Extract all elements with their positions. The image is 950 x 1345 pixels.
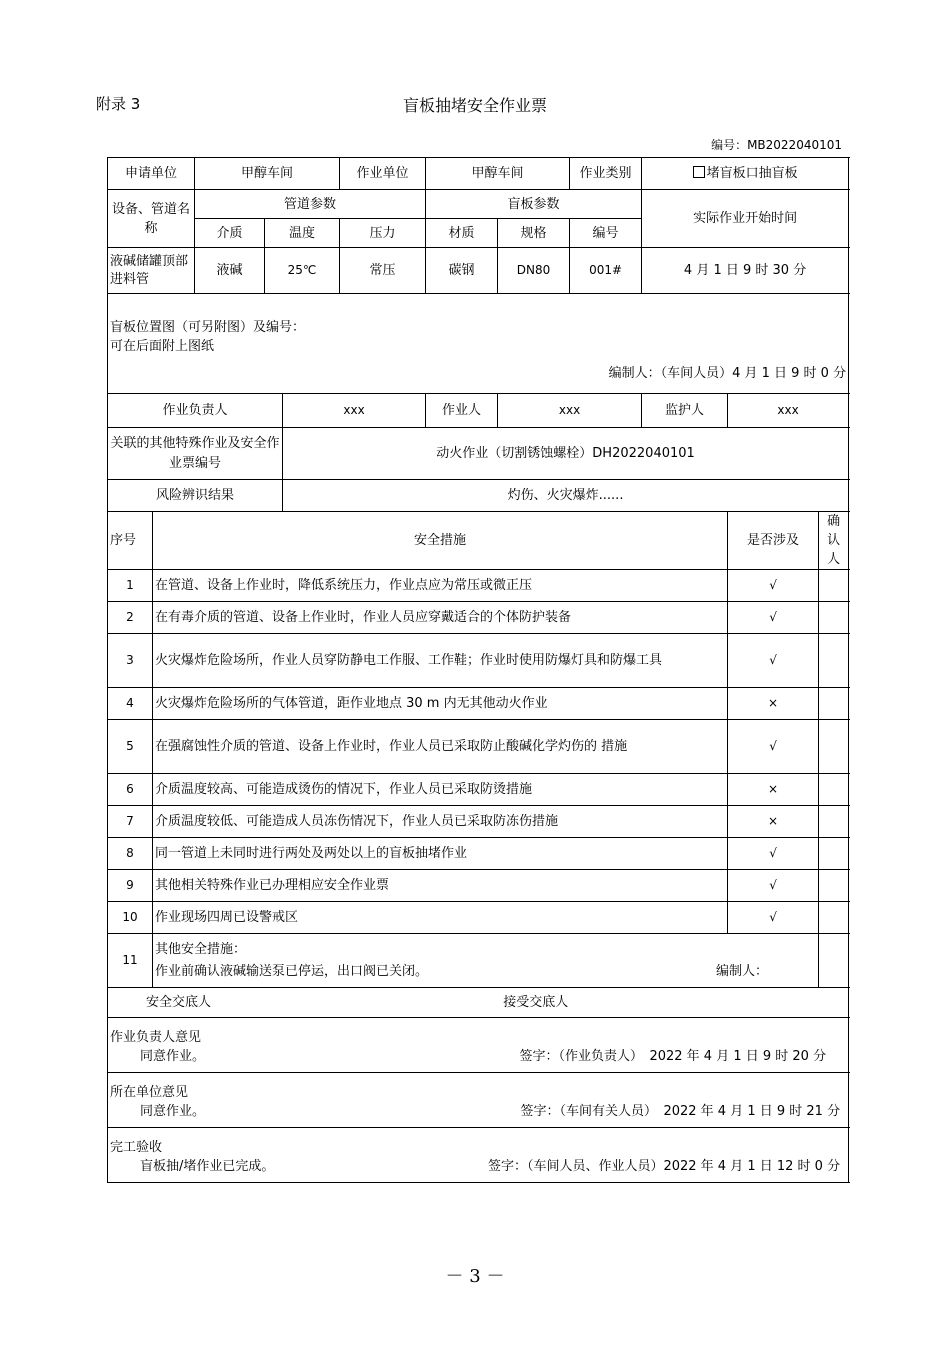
- handover-cell: [108, 988, 849, 1018]
- measure-text: 在有毒介质的管道、设备上作业时，作业人员应穿戴适合的个体防护装备: [153, 602, 728, 634]
- work-type-value: [642, 158, 849, 190]
- measure-mark: √: [728, 902, 819, 934]
- other-measures-compiler: 编制人：: [716, 963, 769, 979]
- people-row: [108, 394, 849, 428]
- measure-mark: ×: [728, 688, 819, 720]
- risk-value: 灼伤、火灾爆炸......: [283, 480, 849, 512]
- number-value: 001#: [570, 248, 642, 294]
- measure-no: 9: [108, 870, 153, 902]
- document-title: 盲板抽堵安全作业票: [402, 96, 547, 115]
- unit-opinion-cell: [108, 1073, 849, 1128]
- apply-unit-label: 申请单位: [108, 158, 195, 190]
- measure-confirm: [819, 634, 849, 688]
- measure-no: 5: [108, 720, 153, 774]
- measure-no: 7: [108, 806, 153, 838]
- measure-mark: ×: [728, 806, 819, 838]
- leader-opinion-label: 作业负责人意见: [110, 1030, 202, 1045]
- involved-header: 是否涉及: [728, 512, 819, 570]
- material-label: 材质: [426, 219, 498, 248]
- unit-row: [108, 158, 849, 190]
- equipment-label: 设备、管道名称: [108, 190, 195, 248]
- number-label: 编号: [570, 219, 642, 248]
- measure-confirm: [819, 720, 849, 774]
- other-measures-cell: [153, 934, 819, 988]
- params-values-row: [108, 248, 849, 294]
- no-header: 序号: [108, 512, 153, 570]
- start-time-label: 实际作业开始时间: [642, 190, 849, 248]
- measure-text: 介质温度较低、可能造成人员冻伤情况下，作业人员已采取防冻伤措施: [153, 806, 728, 838]
- diagram-row: [108, 294, 849, 394]
- acceptance-label: 完工验收: [110, 1140, 163, 1155]
- measure-no: 8: [108, 838, 153, 870]
- guardian-value: xxx: [728, 394, 849, 428]
- diagram-cell: [108, 294, 849, 394]
- measure-row: [108, 774, 849, 806]
- diagram-note: 可在后面附上图纸: [110, 339, 215, 354]
- measure-mark: √: [728, 634, 819, 688]
- measure-text: 火灾爆炸危险场所的气体管道，距作业地点 30 m 内无其他动火作业: [153, 688, 728, 720]
- measure-text: 其他相关特殊作业已办理相应安全作业票: [153, 870, 728, 902]
- measure-row: [108, 806, 849, 838]
- leader-opinion-text: 同意作业。: [140, 1049, 206, 1064]
- acceptance-cell: [108, 1128, 849, 1183]
- safety-work-ticket-table: [107, 157, 849, 1183]
- measure-confirm: [819, 806, 849, 838]
- leader-label: 作业负责人: [108, 394, 283, 428]
- unit-opinion-label: 所在单位意见: [110, 1085, 189, 1100]
- measure-mark: √: [728, 870, 819, 902]
- risk-label: 风险辨识结果: [108, 480, 283, 512]
- measure-no: 4: [108, 688, 153, 720]
- diagram-label: 盲板位置图（可另附图）及编号：: [110, 320, 306, 335]
- appendix-label: 附录 3: [96, 95, 141, 113]
- measure-no: 1: [108, 570, 153, 602]
- unit-opinion-text: 同意作业。: [140, 1104, 206, 1119]
- medium-label: 介质: [195, 219, 265, 248]
- measure-text: 火灾爆炸危险场所，作业人员穿防静电工作服、工作鞋；作业时使用防爆灯具和防爆工具: [153, 634, 728, 688]
- work-unit-value: 甲醇车间: [426, 158, 570, 190]
- start-time-value: 4 月 1 日 9 时 30 分: [642, 248, 849, 294]
- measure-confirm: [819, 570, 849, 602]
- material-value: 碳钢: [426, 248, 498, 294]
- other-measures-line: [155, 961, 816, 983]
- measure-row: [108, 602, 849, 634]
- work-type-text: 堵盲板口抽盲板: [706, 166, 798, 181]
- work-type-label: 作业类别: [570, 158, 642, 190]
- measure-row: [108, 870, 849, 902]
- measure-text: 在管道、设备上作业时，降低系统压力，作业点应为常压或微正压: [153, 570, 728, 602]
- temp-label: 温度: [265, 219, 340, 248]
- measure-confirm: [819, 934, 849, 988]
- related-label: 关联的其他特殊作业及安全作业票编号: [108, 428, 283, 480]
- checkbox-icon: [693, 166, 705, 178]
- work-unit-label: 作业单位: [340, 158, 426, 190]
- acceptance-text: 盲板抽/堵作业已完成。: [140, 1159, 275, 1174]
- leader-opinion-sign: 签字：（作业负责人） 2022 年 4 月 1 日 9 时 20 分: [519, 1049, 827, 1064]
- measure-row: [108, 902, 849, 934]
- measure-confirm: [819, 774, 849, 806]
- medium-value: 液碱: [195, 248, 265, 294]
- other-measures-text: 作业前确认液碱输送泵已停运，出口阀已关闭。: [155, 963, 429, 979]
- equipment-value: 液碱储罐顶部进料管: [108, 248, 195, 294]
- leader-opinion-row: [108, 1018, 849, 1073]
- measure-no: 10: [108, 902, 153, 934]
- receiver-label: 接受交底人: [503, 995, 569, 1010]
- handover-row: [108, 988, 849, 1018]
- measure-row: [108, 720, 849, 774]
- acceptance-sign: 签字：（车间人员、作业人员）2022 年 4 月 1 日 12 时 0 分: [487, 1159, 841, 1174]
- measure-text: 在强腐蚀性介质的管道、设备上作业时，作业人员已采取防止酸碱化学灼伤的 措施: [153, 720, 728, 774]
- measure-mark: √: [728, 570, 819, 602]
- confirm-header: 确认人: [819, 512, 849, 570]
- measure-mark: √: [728, 602, 819, 634]
- worker-value: xxx: [498, 394, 642, 428]
- related-value: 动火作业（切割锈蚀螺栓）DH2022040101: [283, 428, 849, 480]
- measure-header: 安全措施: [153, 512, 728, 570]
- temp-value: 25℃: [265, 248, 340, 294]
- measure-confirm: [819, 602, 849, 634]
- measure-confirm: [819, 688, 849, 720]
- spec-value: DN80: [498, 248, 570, 294]
- measure-no: 3: [108, 634, 153, 688]
- measure-row: [108, 634, 849, 688]
- unit-opinion-sign: 签字：（车间有关人员） 2022 年 4 月 1 日 9 时 21 分: [520, 1104, 841, 1119]
- pipe-params-label: 管道参数: [195, 190, 426, 219]
- measure-row: [108, 838, 849, 870]
- measure-confirm: [819, 902, 849, 934]
- measure-confirm: [819, 838, 849, 870]
- pressure-value: 常压: [340, 248, 426, 294]
- measure-row-other: [108, 934, 849, 988]
- risk-row: [108, 480, 849, 512]
- measure-mark: √: [728, 720, 819, 774]
- related-row: [108, 428, 849, 480]
- measures-header-row: [108, 512, 849, 570]
- pressure-label: 压力: [340, 219, 426, 248]
- acceptance-row: [108, 1128, 849, 1183]
- measure-no: 11: [108, 934, 153, 988]
- unit-opinion-row: [108, 1073, 849, 1128]
- measure-text: 作业现场四周已设警戒区: [153, 902, 728, 934]
- measure-mark: √: [728, 838, 819, 870]
- measure-text: 同一管道上未同时进行两处及两处以上的盲板抽堵作业: [153, 838, 728, 870]
- page-number: － 3 －: [445, 1266, 505, 1287]
- serial-number: 编号：MB2022040101: [711, 138, 842, 152]
- measure-row: [108, 688, 849, 720]
- measure-confirm: [819, 870, 849, 902]
- measure-no: 2: [108, 602, 153, 634]
- leader-opinion-cell: [108, 1018, 849, 1073]
- guardian-label: 监护人: [642, 394, 728, 428]
- measure-no: 6: [108, 774, 153, 806]
- measure-row: [108, 570, 849, 602]
- other-measures-label: 其他安全措施：: [155, 941, 247, 957]
- measure-text: 介质温度较高、可能造成烫伤的情况下，作业人员已采取防烫措施: [153, 774, 728, 806]
- blind-params-label: 盲板参数: [426, 190, 642, 219]
- worker-label: 作业人: [426, 394, 498, 428]
- diagram-compiler: 编制人：（车间人员）4 月 1 日 9 时 0 分: [608, 366, 847, 381]
- apply-unit-value: 甲醇车间: [195, 158, 340, 190]
- measure-mark: ×: [728, 774, 819, 806]
- safety-handover-label: 安全交底人: [146, 995, 212, 1010]
- spec-label: 规格: [498, 219, 570, 248]
- leader-value: xxx: [283, 394, 426, 428]
- params-header-row: [108, 190, 849, 219]
